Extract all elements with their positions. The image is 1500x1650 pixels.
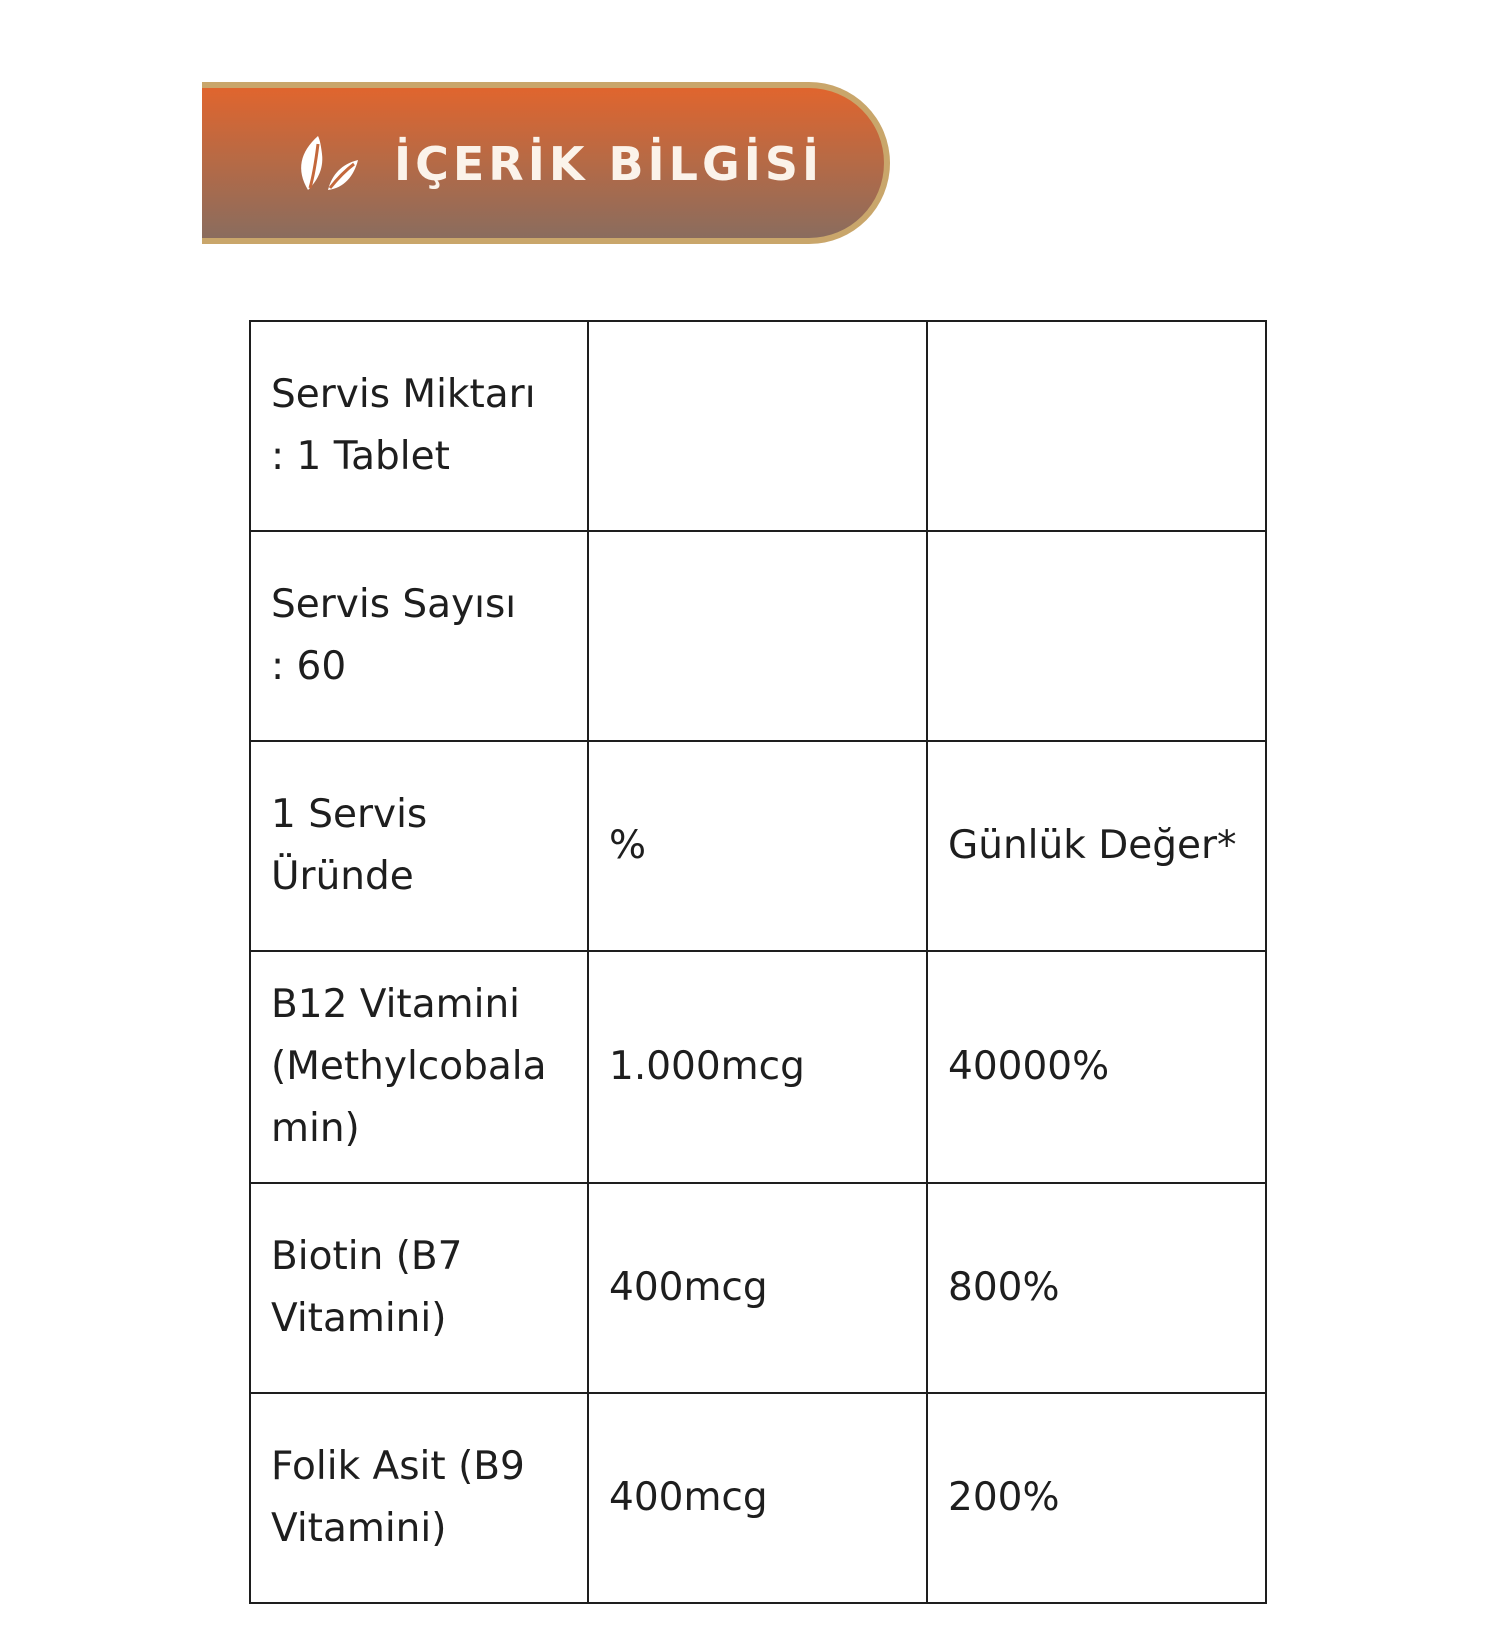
- table-row-b12: [250, 951, 1266, 1183]
- table-cell: [588, 741, 927, 951]
- table-cell: [588, 321, 927, 531]
- table-row-folic-acid: [250, 1393, 1266, 1603]
- cell-text: 1 Servis Üründe: [271, 792, 428, 899]
- table-cell: [250, 741, 588, 951]
- header-banner-fill: [202, 88, 884, 238]
- table-cell: [927, 1393, 1266, 1603]
- table-row-servings-count: [250, 531, 1266, 741]
- cell-text: 400mcg: [609, 1475, 768, 1520]
- table-cell: [250, 1393, 588, 1603]
- table-cell: [927, 951, 1266, 1183]
- table-cell: [588, 531, 927, 741]
- leaf-icon: [288, 130, 360, 202]
- table-cell: [250, 951, 588, 1183]
- table-row-column-headers: [250, 741, 1266, 951]
- cell-text: %: [609, 823, 647, 868]
- cell-text: 200%: [948, 1475, 1060, 1520]
- cell-text: Servis Miktarı : 1 Tablet: [271, 372, 536, 479]
- table-cell: [588, 951, 927, 1183]
- cell-text: 1.000mcg: [609, 1044, 805, 1089]
- cell-text: 800%: [948, 1265, 1060, 1310]
- cell-text: 400mcg: [609, 1265, 768, 1310]
- table-cell: [927, 321, 1266, 531]
- table-row-biotin: [250, 1183, 1266, 1393]
- table-cell: [927, 1183, 1266, 1393]
- page-title: İÇERİK BİLGİSİ: [394, 137, 824, 191]
- table-cell: [588, 1183, 927, 1393]
- cell-text: Folik Asit (B9 Vitamini): [271, 1444, 525, 1551]
- header-banner: [202, 82, 890, 244]
- table-cell: [588, 1393, 927, 1603]
- cell-text: Günlük Değer*: [948, 823, 1237, 868]
- table-cell: [927, 741, 1266, 951]
- table-row-serving-size: [250, 321, 1266, 531]
- table-cell: [250, 1183, 588, 1393]
- table-cell: [927, 531, 1266, 741]
- table-cell: [250, 321, 588, 531]
- cell-text: 40000%: [948, 1044, 1110, 1089]
- cell-text: B12 Vitamini (Methylcobala min): [271, 982, 547, 1151]
- cell-text: Biotin (B7 Vitamini): [271, 1234, 463, 1341]
- cell-text: Servis Sayısı : 60: [271, 582, 517, 689]
- table-cell: [250, 531, 588, 741]
- nutrition-table: [249, 320, 1267, 1604]
